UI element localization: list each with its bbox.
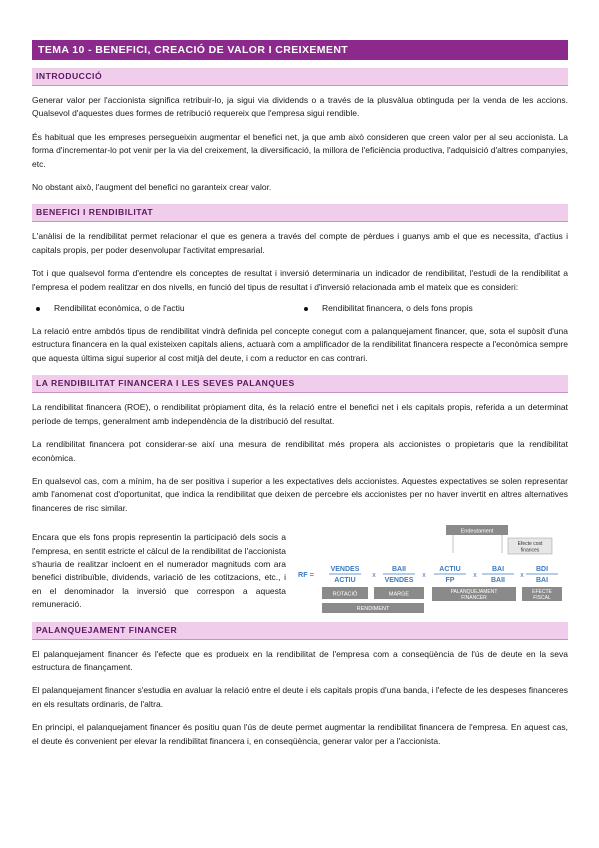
document-title: TEMA 10 - BENEFICI, CREACIÓ DE VALOR I CREIXEMENT: [32, 40, 568, 60]
fraction-denominator: BAI: [535, 577, 549, 585]
fraction-numerator: BDI: [535, 566, 549, 574]
paragraph: Generar valor per l'accionista significa retribuir-lo, ja sigui via dividends o a través de la plusvàlua obtinguda per la venda de les accions. Qualsevol d'aquestes dues formes de retribució requereix que l'empresa sigui rendible.: [32, 95, 568, 119]
paragraph: La rendibilitat financera (ROE), o rendibilitat pròpiament dita, és la relació entre el benefici net i els capitals propis, referida a un determinat període de temps, generalment amb independència de la distribució del resultat.: [32, 402, 568, 426]
document-page: [32, 40, 568, 758]
paragraph: No obstant això, l'augment del benefici no garanteix crear valor.: [32, 182, 272, 193]
bullet-icon: [36, 307, 40, 311]
section-heading-introduccio: INTRODUCCIÓ: [32, 68, 568, 86]
fraction-denominator: FP: [445, 577, 455, 585]
bullet-icon: [304, 307, 308, 311]
rendiment-label: RENDIMENT: [356, 606, 390, 613]
efecte-cost-label: Efecte cost: [517, 541, 543, 548]
fraction-denominator: VENDES: [384, 577, 414, 585]
endeutament-label: Endeutament: [460, 528, 494, 535]
fraction-denominator: BAII: [491, 577, 505, 585]
paragraph: El palanquejament financer és l'efecte que es produeix en la rendibilitat de l'empresa com a conseqüència de l'ús de deute en la seva estructura de finançament.: [32, 648, 568, 672]
list-item: [300, 302, 568, 315]
list-item-text: Rendibilitat econòmica, o de l'actiu: [54, 303, 185, 314]
fraction-numerator: ACTIU: [439, 566, 461, 574]
rotacio-label: ROTACIÓ: [332, 591, 358, 598]
palanquejament-label: FINANCER: [461, 595, 487, 602]
paragraph: Encara que els fons propis representin la participació dels socis a l'empresa, en sentit estricte el càlcul de la rendibilitat de l'accionista s'hauria de realitzar incloent en el numerador magnituds com ara benefici distribuïble, dividends, variació de les cotitzacions, etc., i en el denominador la inversió que correspon a aquesta remuneració.: [32, 532, 286, 610]
paragraph: L'anàlisi de la rendibilitat permet relacionar el que es genera a través del compte de pèrdues i guanys amb el que es necessita, d'actius i capitals propis, per poder desenvolupar l'activitat empresarial.: [32, 231, 568, 255]
rf-label: RF =: [298, 570, 314, 580]
section-heading-benefici: BENEFICI I RENDIBILITAT: [32, 204, 568, 222]
efecte-fiscal-label: FISCAL: [533, 595, 551, 602]
fraction-denominator: ACTIU: [334, 577, 356, 585]
paragraph: La relació entre ambdós tipus de rendibilitat vindrà definida pel concepte conegut com a palanquejament financer, que, sota el supòsit d'una estructura financera en la qual existeixen capitals aliens, actuarà com a amplificador de la rendibilitat financera respecte a l'econòmica sempre que aquesta última sigui superior al cost mitjà del deute, i com a reductor en cas contrari.: [32, 326, 568, 363]
list-item: [32, 302, 300, 315]
paragraph: La rendibilitat financera pot considerar-se així una mesura de rendibilitat més propera als accionistes o propietaris que la rendibilitat econòmica.: [32, 439, 568, 463]
section-heading-rendibilitat-financera: LA RENDIBILITAT FINANCERA I LES SEVES PALANQUES: [32, 375, 568, 393]
fraction-numerator: BAII: [392, 566, 406, 574]
efecte-cost-label: finances: [520, 547, 540, 554]
palanquejament-label: PALANQUEJAMENT: [450, 589, 498, 596]
times-operator: x: [372, 572, 376, 580]
fraction-numerator: BAI: [491, 566, 505, 574]
bullet-list: [32, 302, 568, 315]
paragraph: Tot i que qualsevol forma d'entendre els conceptes de resultat i inversió determinaria un indicador de rendibilitat, l'estudi de la rendibilitat a l'empresa el podem realitzar en dos nivells, en funció del tipus de resultat i d'inversió relacionada amb el mateix que es consideri:: [32, 268, 568, 292]
efecte-fiscal-label: EFECTE: [532, 589, 552, 596]
paragraph: En principi, el palanquejament financer és positiu quan l'ús de deute permet augmentar la rendibilitat financera de l'empresa. En aquest cas, el deute és convenient per elevar la rendibilitat financera i, en conseqüència, generar valor per a l'accionista.: [32, 722, 568, 746]
times-operator: x: [473, 572, 477, 580]
section-heading-palanquejament: PALANQUEJAMENT FINANCER: [32, 622, 568, 640]
paragraph: És habitual que les empreses persegueixin augmentar el benefici net, ja que amb això consideren que creen valor per al seu accionista. La forma d'incrementar-lo pot venir per la via del creixement, la diversificació, la millora de l'eficiència productiva, l'adquisició d'altres companyies, etc.: [32, 131, 568, 169]
times-operator: x: [520, 572, 524, 580]
list-item-text: Rendibilitat financera, o dels fons propis: [322, 303, 473, 314]
paragraph: En qualsevol cas, com a mínim, ha de ser positiva i superior a les expectatives dels accionistes. Aquestes expectatives se solen representar amb l'anomenat cost d'oportunitat, que indica la rendibilitat que deixen de percebre els accionistes per no haver invertit en altres alternatives financeres de risc similar.: [32, 475, 568, 513]
marge-label: MARGE: [388, 591, 410, 598]
times-operator: x: [422, 572, 426, 580]
paragraph: El palanquejament financer s'estudia en avaluar la relació entre el deute i els capitals propis d'una banda, i l'efecte de les despeses financeres en els resultats ordinaris, de l'altra.: [32, 685, 568, 709]
fraction-numerator: VENDES: [330, 566, 360, 574]
text-with-diagram: [32, 525, 568, 621]
roe-decomposition-diagram: [294, 525, 568, 613]
